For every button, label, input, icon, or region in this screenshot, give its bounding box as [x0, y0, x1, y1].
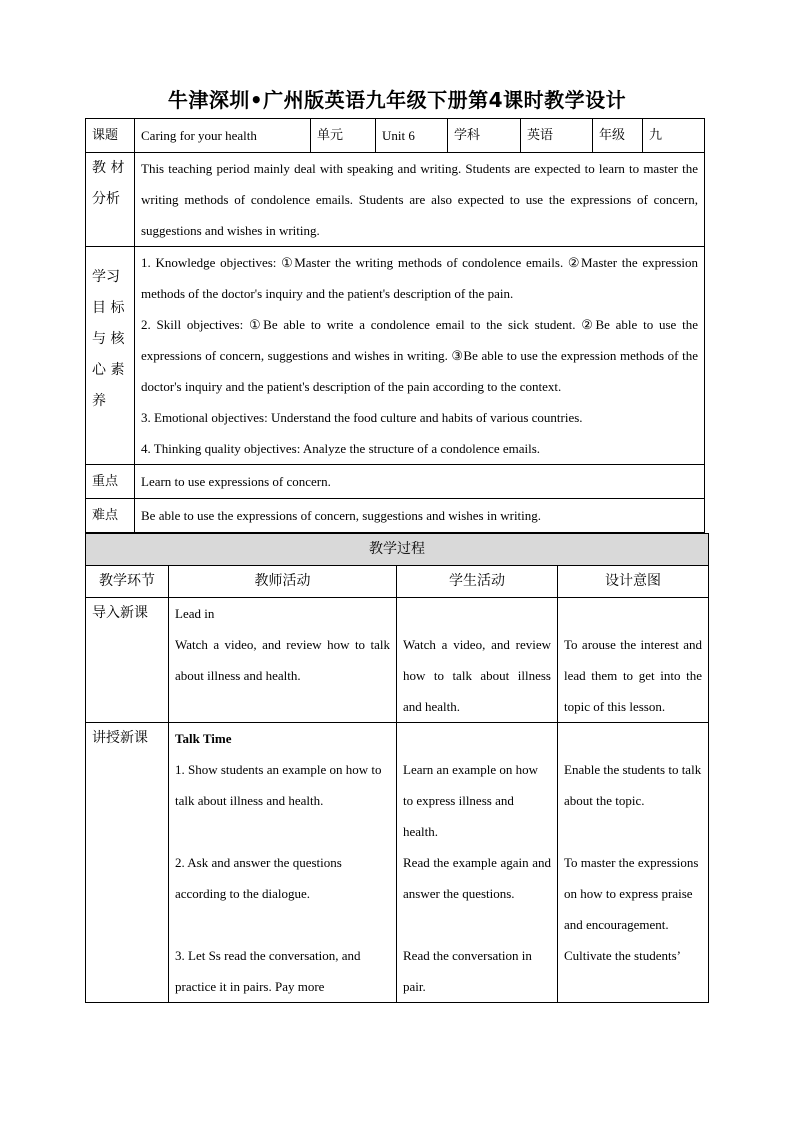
intent-step: To master the expressions on how to express praise and encouragement. — [564, 855, 699, 932]
analysis-row — [86, 153, 705, 247]
process-heading: 教学过程 — [86, 534, 709, 566]
spacer — [564, 816, 702, 847]
objectives-row — [86, 247, 705, 465]
objective-item: 4. Thinking quality objectives: Analyze the structure of a condolence emails. — [141, 441, 541, 456]
analysis-label-line: 教 材 — [92, 160, 125, 176]
analysis-label-line: 分析 — [92, 191, 120, 207]
objective-item: 2. Skill objectives: ①Be able to write a condolence email to the sick student. ②Be able to use the expressions of concern, suggestions and wishes in writing. ③Be able to use the expression methods of the doctor's inquiry and the patient's description of the pain according to the context. — [141, 317, 698, 394]
teaching-process-table — [85, 533, 709, 1003]
difficult-point-text: Be able to use the expressions of concern, suggestions and wishes in writing. — [135, 499, 705, 533]
activity-step: 1. Show students an example on how to talk about illness and health. — [175, 762, 382, 808]
activity-step: 2. Ask and answer the questions according to the dialogue. — [175, 855, 342, 901]
lead-in-row — [86, 598, 709, 723]
student-activity — [397, 723, 558, 1003]
column-header: 设计意图 — [558, 566, 709, 598]
activity-step: Learn an example on how to express illness and health. — [403, 762, 539, 839]
column-header: 教学环节 — [86, 566, 169, 598]
design-intent — [558, 723, 709, 1003]
teacher-activity — [169, 598, 397, 723]
design-intent: To arouse the interest and lead them to get into the topic of this lesson. — [558, 598, 709, 723]
spacer — [403, 909, 551, 940]
column-header: 教师活动 — [169, 566, 397, 598]
difficult-point-row — [86, 499, 705, 533]
objectives-label-line: 目 标 — [92, 300, 125, 316]
subject-label: 学科 — [448, 119, 521, 153]
page-title: 牛津深圳•广州版英语九年级下册第4课时教学设计 — [167, 88, 627, 112]
intent-step: Enable the students to talk about the topic. — [564, 762, 702, 808]
process-header-row — [86, 566, 709, 598]
analysis-label — [86, 153, 135, 247]
difficult-point-label: 难点 — [86, 499, 135, 533]
activity-step: 3. Let Ss read the conversation, and practice it in pairs. Pay more — [175, 948, 361, 994]
activity-step: Read the conversation in pair. — [403, 948, 532, 994]
objectives-label-line: 心 素 — [92, 362, 125, 378]
student-activity: Watch a video, and review how to talk about illness and health. — [397, 598, 558, 723]
new-lesson-row — [86, 723, 709, 1003]
spacer — [175, 816, 390, 847]
subject-value: 英语 — [521, 119, 593, 153]
stage-label: 导入新课 — [86, 598, 169, 723]
activity-title: Lead in — [175, 606, 215, 621]
key-point-label: 重点 — [86, 465, 135, 499]
process-heading-row — [86, 534, 709, 566]
objectives-label-line: 学习 — [92, 269, 120, 285]
topic-label: 课题 — [86, 119, 135, 153]
topic-value: Caring for your health — [135, 119, 311, 153]
objective-item: 3. Emotional objectives: Understand the food culture and habits of various countries. — [141, 410, 583, 425]
teacher-activity — [169, 723, 397, 1003]
activity-title: Talk Time — [175, 731, 232, 746]
key-point-text: Learn to use expressions of concern. — [135, 465, 705, 499]
unit-value: Unit 6 — [376, 119, 448, 153]
lesson-info-table — [85, 118, 705, 533]
objectives-label-line: 养 — [92, 393, 106, 409]
activity-step: Read the example again and answer the questions. — [403, 855, 551, 901]
unit-label: 单元 — [311, 119, 376, 153]
activity-text: Watch a video, and review how to talk about illness and health. — [175, 637, 390, 683]
objectives-label-line: 与 核 — [92, 331, 125, 347]
intent-step: Cultivate the students’ — [564, 948, 681, 963]
stage-label: 讲授新课 — [86, 723, 169, 1003]
column-header: 学生活动 — [397, 566, 558, 598]
key-point-row — [86, 465, 705, 499]
objectives-label — [86, 247, 135, 465]
info-row — [86, 119, 705, 153]
analysis-text: This teaching period mainly deal with speaking and writing. Students are expected to learn to master the writing methods of condolence emails. Students are also expected to use the expressions of concern, suggestions and wishes in writing. — [135, 153, 705, 247]
grade-label: 年级 — [593, 119, 643, 153]
objective-item: 1. Knowledge objectives: ①Master the writing methods of condolence emails. ②Master the expression methods of the doctor's inquiry and the patient's description of the pain. — [141, 255, 698, 301]
grade-value: 九 — [643, 119, 705, 153]
spacer — [175, 909, 390, 940]
objectives-text — [135, 247, 705, 465]
